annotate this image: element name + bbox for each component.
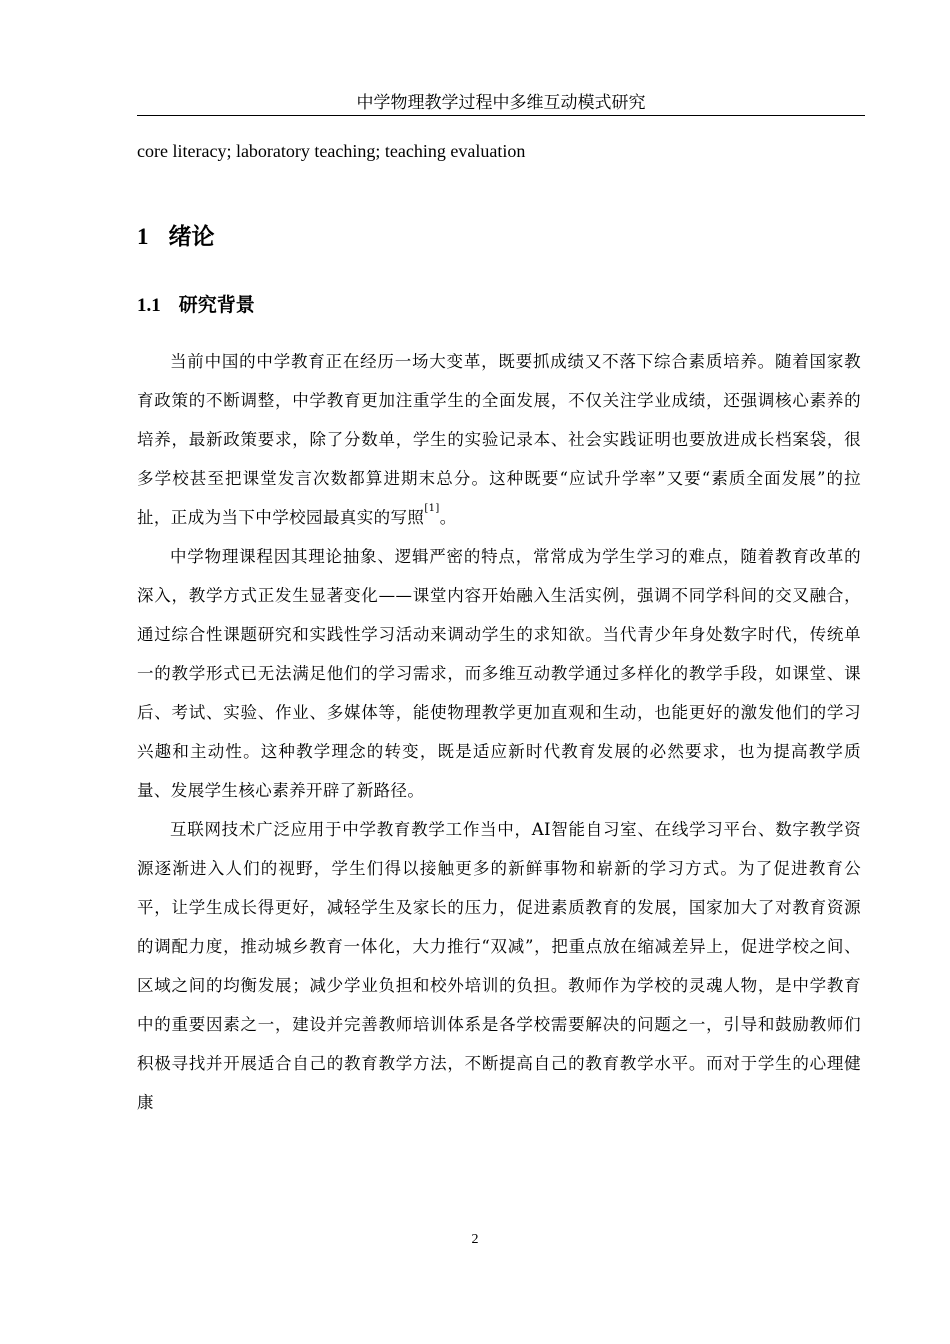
body-text <box>137 342 861 1122</box>
running-header-title: 中学物理教学过程中多维互动模式研究 <box>356 93 646 113</box>
section-number: 1.1 <box>137 295 161 316</box>
paragraph-1 <box>137 342 861 537</box>
paragraph-1-end: 。 <box>439 508 457 527</box>
chapter-number: 1 <box>137 224 149 249</box>
chapter-title: 绪论 <box>168 224 215 250</box>
chapter-heading <box>137 222 215 252</box>
header-divider <box>137 115 865 116</box>
paragraph-3: 互联网技术广泛应用于中学教育教学工作当中，AI智能自习室、在线学习平台、数字教学资源逐渐进入人们的视野，学生们得以接触更多的新鲜事物和崭新的学习方式。为了促进教育公平，让学生成长得更好，减轻学生及家长的压力，促进素质教育的发展，国家加大了对教育资源的调配力度，推动城乡教育一体化，大力推行“双减”，把重点放在缩减差异上，促进学校之间、区域之间的均衡发展；减少学业负担和校外培训的负担。教师作为学校的灵魂人物，是中学教育中的重要因素之一，建设并完善教师培训体系是各学校需要解决的问题之一，引导和鼓励教师们积极寻找并开展适合自己的教育教学方法，不断提高自己的教育教学水平。而对于学生的心理健康 <box>137 820 861 1112</box>
citation-ref[interactable]: [1] <box>424 503 440 514</box>
page-number: 2 <box>471 1232 479 1247</box>
keywords-line: core literacy; laboratory teaching; teaching evaluation <box>137 141 526 161</box>
section-heading <box>137 291 255 320</box>
paragraph-2: 中学物理课程因其理论抽象、逻辑严密的特点，常常成为学生学习的难点，随着教育改革的深入，教学方式正发生显著变化——课堂内容开始融入生活实例，强调不同学科间的交叉融合，通过综合性课题研究和实践性学习活动来调动学生的求知欲。当代青少年身处数字时代，传统单一的教学形式已无法满足他们的学习需求，而多维互动教学通过多样化的教学手段，如课堂、课后、考试、实验、作业、多媒体等，能使物理教学更加直观和生动，也能更好的激发他们的学习兴趣和主动性。这种教学理念的转变，既是适应新时代教育发展的必然要求，也为提高教学质量、发展学生核心素养开辟了新路径。 <box>137 547 861 800</box>
section-title: 研究背景 <box>178 294 255 316</box>
paragraph-1-text: 当前中国的中学教育正在经历一场大变革，既要抓成绩又不落下综合素质培养。随着国家教育政策的不断调整，中学教育更加注重学生的全面发展，不仅关注学业成绩，还强调核心素养的培养，最新政策要求，除了分数单，学生的实验记录本、社会实践证明也要放进成长档案袋，很多学校甚至把课堂发言次数都算进期末总分。这种既要“应试升学率”又要“素质全面发展”的拉扯，正成为当下中学校园最真实的写照 <box>137 352 861 527</box>
